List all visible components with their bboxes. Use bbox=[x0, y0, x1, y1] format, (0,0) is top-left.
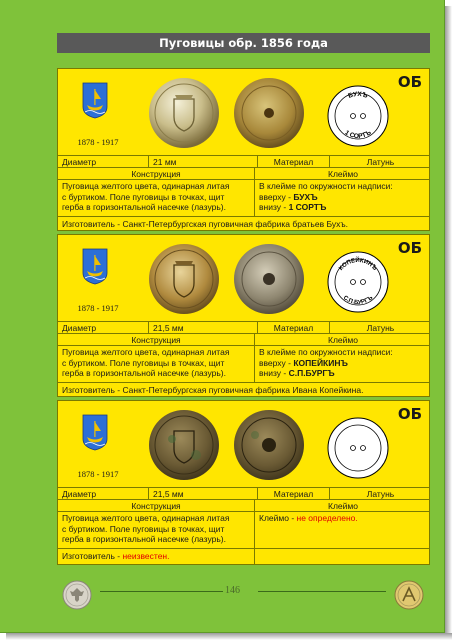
stamp-text: В клейме по окружности надписи: вверху - КОПЕЙКИНЪ внизу - С.П.БУРГЪ bbox=[254, 346, 431, 382]
button-front-photo bbox=[148, 77, 220, 149]
material-value: Латунь bbox=[329, 488, 431, 499]
stamp-diagram bbox=[326, 416, 390, 480]
diameter-label: Диаметр bbox=[62, 157, 97, 167]
construction-text: Пуговица желтого цвета, одинарная литая с буртиком. Поле пуговицы в точках, щит герба в горизонтальной насечке (лазурь). bbox=[62, 181, 230, 212]
construction-header: Конструкция bbox=[131, 335, 181, 345]
stamp-diagram bbox=[326, 250, 390, 314]
button-front-photo bbox=[148, 409, 220, 481]
material-value: Латунь bbox=[329, 156, 431, 167]
stamp-top-text: КОПЕЙКИНЪ bbox=[338, 257, 378, 272]
stamp-text: В клейме по окружности надписи: вверху - БУХЪ внизу - 1 СОРТЪ bbox=[254, 180, 431, 216]
details-row bbox=[58, 345, 429, 382]
stamp-bottom-text: С.П.БУРГЪ bbox=[341, 295, 375, 307]
maker-text: Изготовитель - Санкт-Петербургская пуговичная фабрика братьев Бухъ. bbox=[62, 219, 349, 229]
years-label: 1878 - 1917 bbox=[77, 303, 119, 313]
maker-row bbox=[58, 216, 429, 231]
dimensions-row bbox=[58, 155, 429, 167]
mark-label: ОБ bbox=[397, 73, 422, 91]
stamp-bottom-text: 1 СОРТЪ bbox=[343, 129, 373, 141]
button-back-photo bbox=[233, 409, 305, 481]
diameter-label: Диаметр bbox=[62, 489, 97, 499]
button-back-photo bbox=[233, 77, 305, 149]
page-number: 146 bbox=[225, 585, 240, 596]
details-row bbox=[58, 511, 429, 548]
stamp-diagram bbox=[326, 84, 390, 148]
monogram-medallion-icon bbox=[394, 580, 424, 610]
eagle-medallion-icon bbox=[62, 580, 92, 610]
maker-row bbox=[58, 382, 429, 397]
construction-header: Конструкция bbox=[131, 169, 181, 179]
maker-text: Изготовитель - Санкт-Петербургская пуговичная фабрика Ивана Копейкина. bbox=[62, 385, 364, 395]
button-card-2 bbox=[57, 234, 430, 397]
stamp-header: Клеймо bbox=[254, 500, 431, 511]
mark-label: ОБ bbox=[397, 239, 422, 257]
dimensions-row bbox=[58, 321, 429, 333]
diameter-label: Диаметр bbox=[62, 323, 97, 333]
diameter-value: 21 мм bbox=[148, 156, 257, 167]
page-title: Пуговицы обр. 1856 года bbox=[57, 33, 430, 53]
material-label: Материал bbox=[257, 488, 329, 499]
mark-label: ОБ bbox=[397, 405, 422, 423]
page-shadow-right bbox=[445, 6, 452, 640]
construction-header: Конструкция bbox=[131, 501, 181, 511]
maker-row bbox=[58, 548, 429, 565]
years-label: 1878 - 1917 bbox=[77, 469, 119, 479]
section-header-row bbox=[58, 499, 429, 511]
material-label: Материал bbox=[257, 156, 329, 167]
footer-rule-left bbox=[100, 591, 223, 592]
maker-text: Изготовитель - неизвестен. bbox=[62, 551, 170, 561]
coat-of-arms-icon bbox=[82, 413, 108, 451]
section-header-row bbox=[58, 333, 429, 345]
coat-of-arms-icon bbox=[82, 81, 108, 119]
material-value: Латунь bbox=[329, 322, 431, 333]
section-header-row bbox=[58, 167, 429, 179]
footer-rule-right bbox=[258, 591, 386, 592]
dimensions-row bbox=[58, 487, 429, 499]
coat-of-arms-icon bbox=[82, 247, 108, 285]
details-row bbox=[58, 179, 429, 216]
construction-text: Пуговица желтого цвета, одинарная литая с буртиком. Поле пуговицы в точках, щит герба в горизонтальной насечке (лазурь). bbox=[62, 513, 230, 544]
diameter-value: 21,5 мм bbox=[148, 322, 257, 333]
years-label: 1878 - 1917 bbox=[77, 137, 119, 147]
stamp-text: Клеймо - не определено. bbox=[254, 512, 431, 548]
button-back-photo bbox=[233, 243, 305, 315]
button-card-1 bbox=[57, 68, 430, 231]
button-front-photo bbox=[148, 243, 220, 315]
stamp-header: Клеймо bbox=[254, 168, 431, 179]
stamp-header: Клеймо bbox=[254, 334, 431, 345]
material-label: Материал bbox=[257, 322, 329, 333]
page-shadow-bottom bbox=[6, 633, 452, 640]
button-card-3 bbox=[57, 400, 430, 565]
construction-text: Пуговица желтого цвета, одинарная литая с буртиком. Поле пуговицы в точках, щит герба в горизонтальной насечке (лазурь). bbox=[62, 347, 230, 378]
diameter-value: 21,5 мм bbox=[148, 488, 257, 499]
stamp-top-text: БУХЪ bbox=[347, 90, 369, 100]
